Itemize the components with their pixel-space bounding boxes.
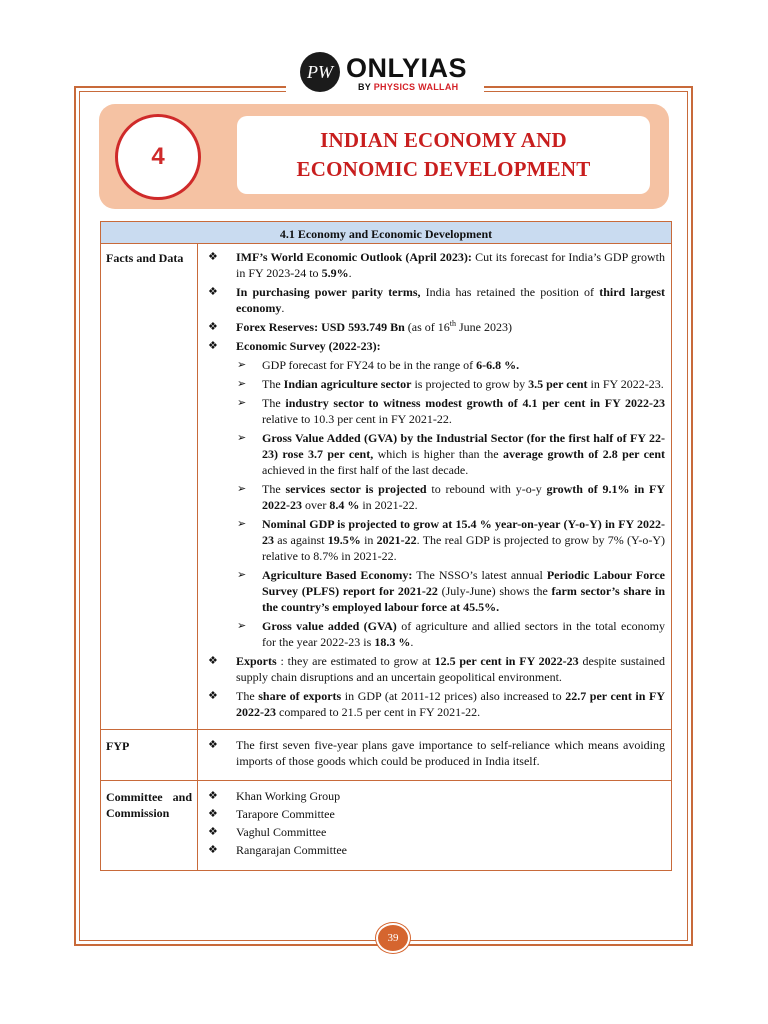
table-row [101, 244, 672, 730]
sub-list-item: ➢ Nominal GDP is projected to grow at 15.4 % year-on-year (Y-o-Y) in FY 2022-23 as against 19.5% in 2021-22. The real GDP is projected to grow by 7% (Y-o-Y) relative to 8.7% in 2021-22. [204, 516, 665, 564]
list-item: ❖ Khan Working Group [204, 788, 665, 804]
list-item: ❖ The share of exports in GDP (at 2011-12 prices) also increased to 22.7 per cent in FY 2022-23 compared to 21.5 per cent in FY 2021-22. [204, 688, 665, 720]
sub-list-item: ➢ Gross Value Added (GVA) by the Industrial Sector (for the first half of FY 22-23) rose 3.7 per cent, which is higher than the average growth of 2.8 per cent achieved in the first half of the last decade. [204, 430, 665, 478]
list-item: ❖ In purchasing power parity terms, India has retained the position of third largest economy. [204, 284, 665, 316]
list-item: ❖ Vaghul Committee [204, 824, 665, 840]
sub-list-item: ➢ The industry sector to witness modest growth of 4.1 per cent in FY 2022-23 relative to 10.3 per cent in FY 2021-22. [204, 395, 665, 427]
brand-name: ONLYIAS [346, 53, 468, 83]
brand-logo [286, 48, 484, 100]
sub-list-item: ➢ The services sector is projected to rebound with y-o-y growth of 9.1% in FY 2022-23 over 8.4 % in 2021-22. [204, 481, 665, 513]
fyp-content [198, 730, 672, 781]
row-label-fyp: FYP [101, 730, 198, 781]
section-title: 4.1 Economy and Economic Development [101, 222, 672, 244]
chapter-title-line-2: ECONOMIC DEVELOPMENT [296, 157, 591, 181]
sub-list-item: ➢ GDP forecast for FY24 to be in the range of 6-6.8 %. [204, 357, 665, 373]
content-table [100, 221, 672, 871]
table-row [101, 781, 672, 871]
list-item: ❖ Exports : they are estimated to grow at 12.5 per cent in FY 2022-23 despite sustained supply chain disruptions and an uncertain geopolitical environment. [204, 653, 665, 685]
list-item: ❖ Economic Survey (2022-23): [204, 338, 665, 354]
page-number: 39 [376, 923, 410, 953]
sub-list-item: ➢ Gross value added (GVA) of agriculture and allied sectors in the total economy for the year 2022-23 is 18.3 %. [204, 618, 665, 650]
committee-content [198, 781, 672, 871]
list-item: ❖ Tarapore Committee [204, 806, 665, 822]
list-item: ❖ Forex Reserves: USD 593.749 Bn (as of 16th June 2023) [204, 319, 665, 335]
brand-tagline: BY PHYSICS WALLAH [358, 82, 459, 92]
list-item: ❖ Rangarajan Committee [204, 842, 665, 858]
sub-list-item: ➢ The Indian agriculture sector is projected to grow by 3.5 per cent in FY 2022-23. [204, 376, 665, 392]
pw-logo-icon: PW [300, 52, 340, 92]
sub-list-item: ➢ Agriculture Based Economy: The NSSO’s latest annual Periodic Labour Force Survey (PLFS) report for 2021-22 (July-June) shows the farm sector’s share in the country’s employed labour force at 45.5%. [204, 567, 665, 615]
facts-content [198, 244, 672, 730]
chapter-title-line-1: INDIAN ECONOMY AND [320, 128, 567, 152]
chapter-number: 4 [115, 114, 201, 200]
row-label-facts: Facts and Data [101, 244, 198, 730]
table-row [101, 730, 672, 781]
row-label-committee: Committee and Commission [101, 781, 198, 871]
list-item: ❖ IMF’s World Economic Outlook (April 2023): Cut its forecast for India’s GDP growth in FY 2023-24 to 5.9%. [204, 249, 665, 281]
chapter-title [237, 116, 650, 194]
list-item: ❖ The first seven five-year plans gave importance to self-reliance which means avoiding imports of those goods which could be produced in India itself. [204, 737, 665, 769]
